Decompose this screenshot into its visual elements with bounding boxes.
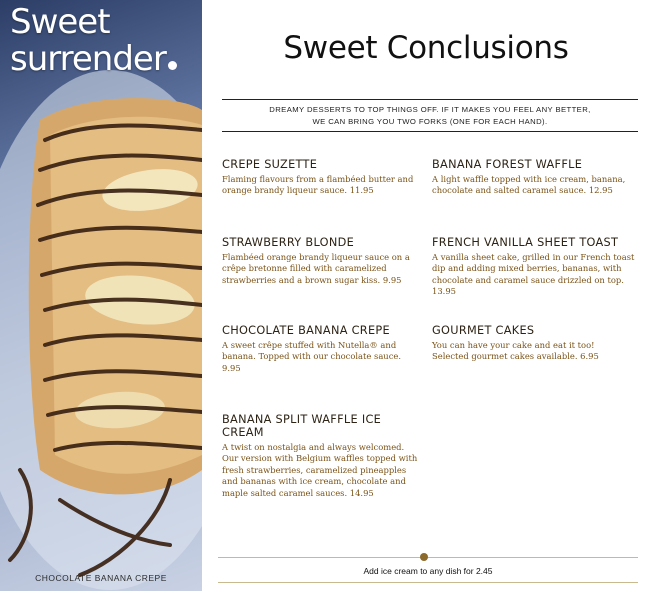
menu-item [432,324,632,363]
item-name: BANANA FOREST WAFFLE [432,158,583,171]
menu-item [222,413,418,499]
footer-note: Add ice cream to any dish for 2.45 [363,566,493,576]
page-title: Sweet Conclusions [283,30,569,66]
footer-divider-top [218,557,638,558]
menu-item [432,236,642,298]
item-description: A light waffle topped with ice cream, banana, chocolate and salted caramel sauce. 12.95 [432,174,626,196]
menu-item [432,158,632,197]
tagline [222,99,638,132]
tagline-line-1: DREAMY DESSERTS TO TOP THINGS OFF. IF IT MAKES YOU FEEL ANY BETTER, [269,105,591,114]
menu-item [222,236,422,286]
brand-logo [10,4,177,78]
item-name: CREPE SUZETTE [222,158,318,171]
crepe-illustration [0,0,202,591]
tagline-line-2: WE CAN BRING YOU TWO FORKS (ONE FOR EACH HAND). [312,117,548,126]
item-description: Flaming flavours from a flambéed butter and orange brandy liqueur sauce. 11.95 [222,174,414,196]
item-description: A sweet crêpe stuffed with Nutella® and banana. Topped with our chocolate sauce. 9.95 [222,340,402,373]
item-name: BANANA SPLIT WAFFLE ICE CREAM [222,413,382,439]
item-name: GOURMET CAKES [432,324,535,337]
item-name: FRENCH VANILLA SHEET TOAST [432,236,619,249]
brand-line-1: Sweet [10,2,110,42]
item-description: Flambéed orange brandy liqueur sauce on a crêpe bretonne filled with caramelized strawberries and a brown sugar kiss. 9.95 [222,252,410,285]
logo-dot-icon [168,61,177,70]
menu-item [222,324,422,374]
item-description: A twist on nostalgia and always welcomed. Our version with Belgium waffles topped with fresh strawberries, caramelized pineapples and bananas with ice cream, chocolate and maple salted caramel sauces. 14.95 [222,442,418,498]
item-description: A vanilla sheet cake, grilled in our French toast dip and adding mixed berries, bananas, with chocolate and caramel sauce drizzled on top. 13.95 [432,252,635,297]
item-description: You can have your cake and eat it too! Selected gourmet cakes available. 6.95 [432,340,599,362]
brand-line-2: surrender [10,39,166,79]
item-name: STRAWBERRY BLONDE [222,236,355,249]
photo-caption: CHOCOLATE BANANA CREPE [35,573,167,583]
menu-item [222,158,422,197]
footer-divider-bottom [218,582,638,583]
item-name: CHOCOLATE BANANA CREPE [222,324,390,337]
dessert-photo [0,0,202,591]
divider-ornament-icon [420,553,428,561]
